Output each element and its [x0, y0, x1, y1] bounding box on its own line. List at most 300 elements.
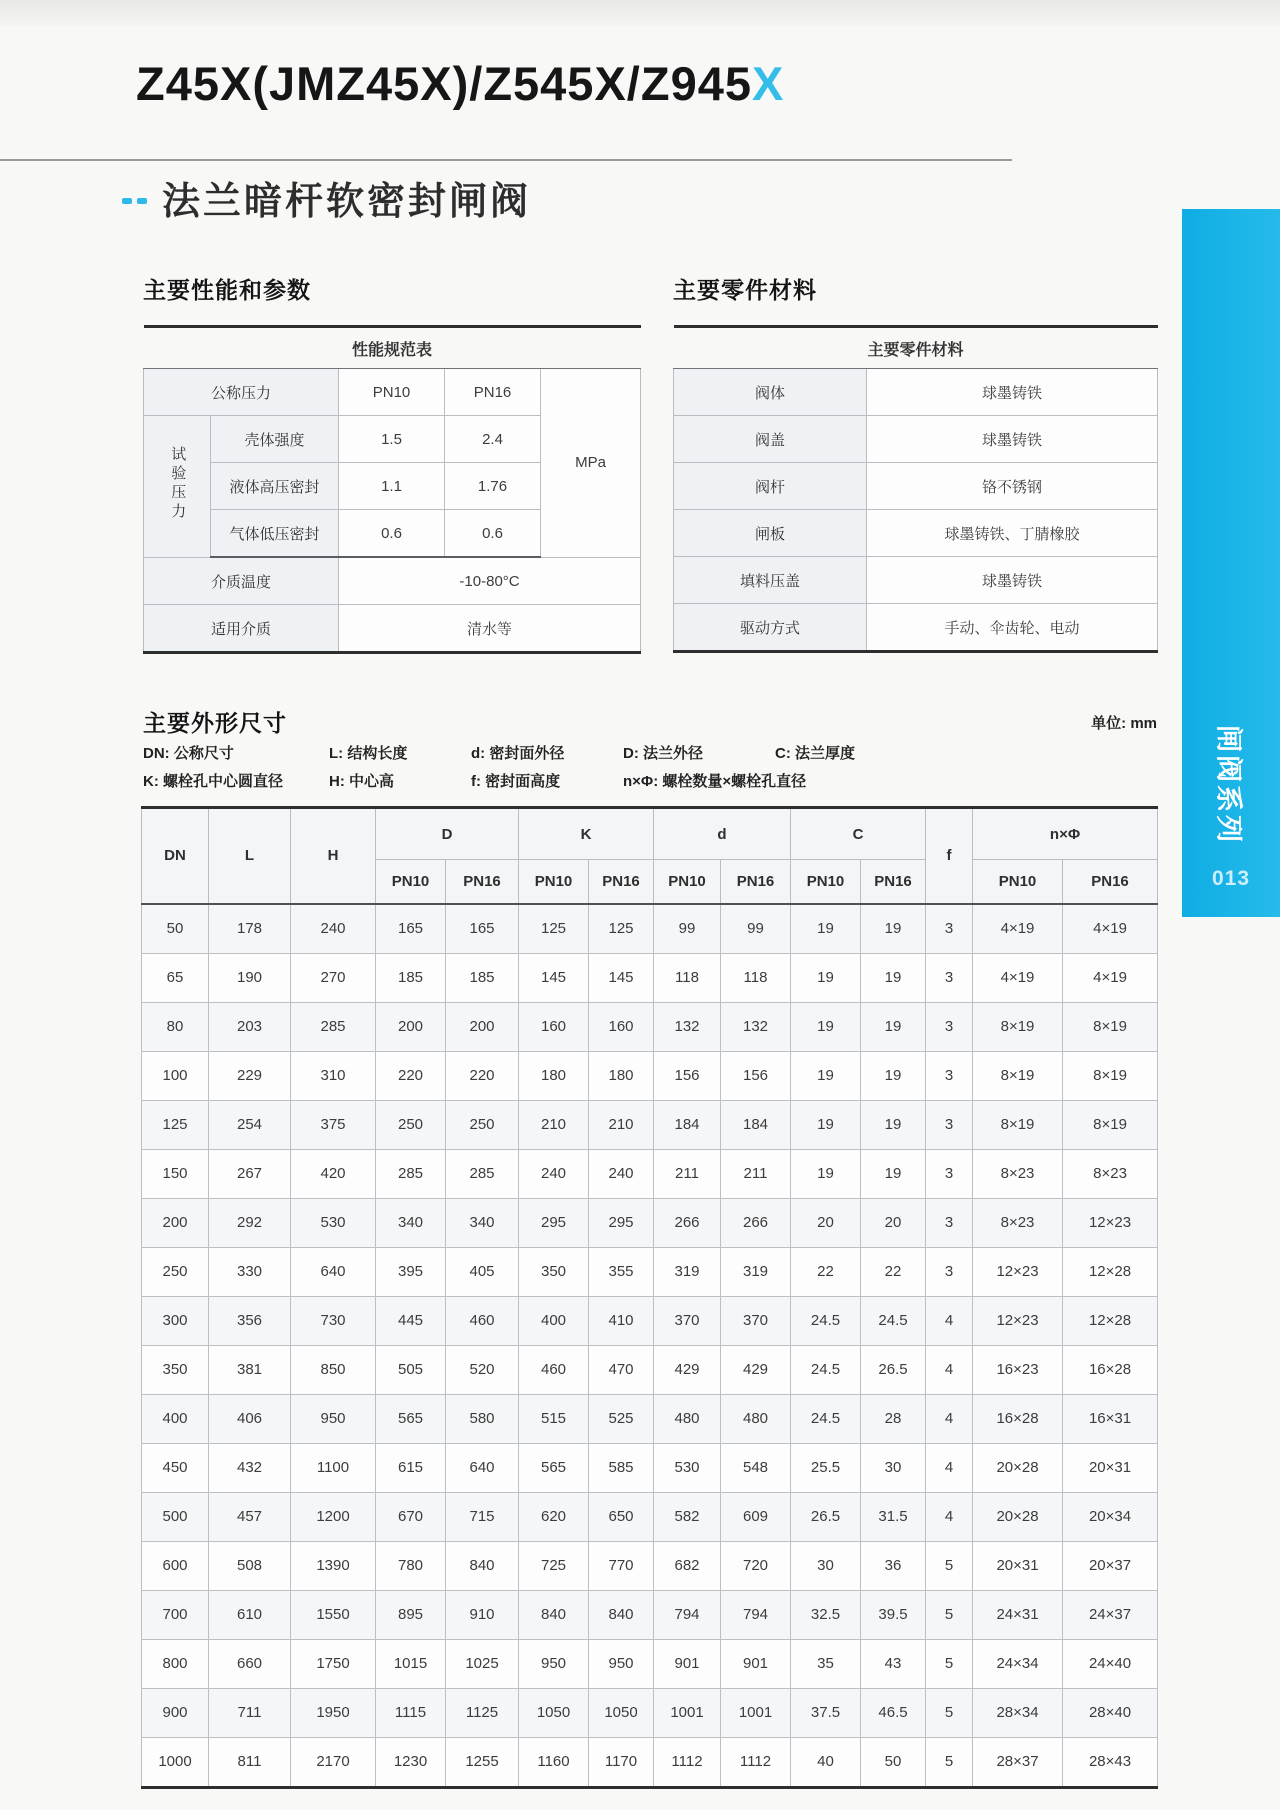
dim-cell: 19	[791, 1051, 861, 1100]
dim-cell: 8×19	[973, 1051, 1063, 1100]
dim-cell: 240	[519, 1149, 589, 1198]
dim-cell: 580	[446, 1394, 519, 1443]
dim-cell: 1255	[446, 1737, 519, 1787]
dim-cell: 730	[291, 1296, 376, 1345]
dim-cell: 400	[142, 1394, 209, 1443]
dim-cell: 31.5	[861, 1492, 926, 1541]
dim-cell: 12×23	[973, 1247, 1063, 1296]
dim-row	[142, 1688, 1158, 1737]
table-row	[144, 605, 641, 653]
dim-cell: 180	[519, 1051, 589, 1100]
dim-cell: 40	[791, 1737, 861, 1787]
dim-cell: 1125	[446, 1688, 519, 1737]
page-number: 013	[1211, 867, 1251, 890]
dim-cell: 5	[926, 1688, 973, 1737]
dim-cell: 800	[142, 1639, 209, 1688]
dim-cell: 811	[209, 1737, 291, 1787]
col-header-f: f	[926, 808, 973, 904]
dim-cell: 450	[142, 1443, 209, 1492]
row-label: 液体高压密封	[211, 463, 339, 510]
dim-cell: 4	[926, 1296, 973, 1345]
dim-cell: 8×19	[1063, 1002, 1158, 1051]
dim-cell: 46.5	[861, 1688, 926, 1737]
series-side-tab	[1182, 209, 1280, 917]
dim-cell: 850	[291, 1345, 376, 1394]
dim-cell: 12×23	[1063, 1198, 1158, 1247]
dim-cell: 250	[446, 1100, 519, 1149]
dim-cell: 350	[519, 1247, 589, 1296]
dim-cell: 19	[861, 1100, 926, 1149]
dim-cell: 610	[209, 1590, 291, 1639]
dim-cell: 3	[926, 1100, 973, 1149]
legend-item: C: 法兰厚度	[775, 745, 855, 762]
dim-cell: 600	[142, 1541, 209, 1590]
dim-cell: 525	[589, 1394, 654, 1443]
dim-cell: 840	[589, 1590, 654, 1639]
dim-cell: 330	[209, 1247, 291, 1296]
part-material: 球墨铸铁	[867, 557, 1158, 604]
pn16-subheader: PN16	[861, 860, 926, 904]
dim-cell: 1390	[291, 1541, 376, 1590]
pn16-subheader: PN16	[589, 860, 654, 904]
dim-cell: 300	[142, 1296, 209, 1345]
dim-cell: 16×31	[1063, 1394, 1158, 1443]
dim-cell: 37.5	[791, 1688, 861, 1737]
dim-cell: 405	[446, 1247, 519, 1296]
dim-cell: 660	[209, 1639, 291, 1688]
dim-cell: 505	[376, 1345, 446, 1394]
dim-cell: 22	[861, 1247, 926, 1296]
dim-row	[142, 1100, 1158, 1149]
dim-cell: 500	[142, 1492, 209, 1541]
dim-cell: 32.5	[791, 1590, 861, 1639]
dim-cell: 410	[589, 1296, 654, 1345]
dim-cell: 295	[589, 1198, 654, 1247]
dim-cell: 470	[589, 1345, 654, 1394]
row-label: 壳体强度	[211, 416, 339, 463]
dim-cell: 780	[376, 1541, 446, 1590]
dim-cell: 12×23	[973, 1296, 1063, 1345]
dim-cell: 39.5	[861, 1590, 926, 1639]
dim-cell: 1170	[589, 1737, 654, 1787]
col-header-nphi: n×Φ	[973, 808, 1158, 860]
suitable-medium-label: 适用介质	[144, 605, 339, 653]
dim-cell: 4×19	[973, 904, 1063, 954]
dim-cell: 24×40	[1063, 1639, 1158, 1688]
dim-cell: 160	[589, 1002, 654, 1051]
dim-cell: 20×31	[1063, 1443, 1158, 1492]
pn16-header: PN16	[445, 369, 541, 416]
part-material: 铬不锈钢	[867, 463, 1158, 510]
dim-cell: 445	[376, 1296, 446, 1345]
dim-cell: 19	[791, 1100, 861, 1149]
dim-row	[142, 1247, 1158, 1296]
dim-cell: 432	[209, 1443, 291, 1492]
table-row	[144, 369, 641, 416]
pn10-subheader: PN10	[791, 860, 861, 904]
dim-cell: 2170	[291, 1737, 376, 1787]
dim-cell: 3	[926, 904, 973, 954]
dim-cell: 28×43	[1063, 1737, 1158, 1787]
dim-cell: 4	[926, 1492, 973, 1541]
col-header-h: H	[291, 808, 376, 904]
dim-cell: 794	[721, 1590, 791, 1639]
col-header-bolt-circle: K	[519, 808, 654, 860]
dim-cell: 520	[446, 1345, 519, 1394]
dim-cell: 340	[376, 1198, 446, 1247]
dim-cell: 19	[791, 953, 861, 1002]
dim-cell: 950	[291, 1394, 376, 1443]
value-cell: 1.1	[339, 463, 445, 510]
pn16-subheader: PN16	[1063, 860, 1158, 904]
dim-cell: 20×34	[1063, 1492, 1158, 1541]
dim-cell: 1200	[291, 1492, 376, 1541]
title-divider	[0, 159, 1012, 161]
dim-cell: 375	[291, 1100, 376, 1149]
dim-cell: 165	[446, 904, 519, 954]
legend-item: f: 密封面高度	[471, 773, 561, 790]
table-row	[674, 604, 1158, 652]
dim-cell: 25.5	[791, 1443, 861, 1492]
dim-cell: 200	[376, 1002, 446, 1051]
dim-cell: 240	[291, 904, 376, 954]
dim-cell: 548	[721, 1443, 791, 1492]
dim-cell: 480	[721, 1394, 791, 1443]
dim-cell: 28	[861, 1394, 926, 1443]
legend-item: d: 密封面外径	[471, 745, 565, 762]
dim-cell: 145	[589, 953, 654, 1002]
part-name: 驱动方式	[674, 604, 867, 652]
dim-cell: 28×40	[1063, 1688, 1158, 1737]
dim-cell: 267	[209, 1149, 291, 1198]
dim-cell: 250	[142, 1247, 209, 1296]
dim-row	[142, 1541, 1158, 1590]
dim-cell: 132	[721, 1002, 791, 1051]
pn10-subheader: PN10	[654, 860, 721, 904]
dim-cell: 715	[446, 1492, 519, 1541]
dim-cell: 22	[791, 1247, 861, 1296]
dim-cell: 381	[209, 1345, 291, 1394]
dim-cell: 295	[519, 1198, 589, 1247]
dimension-legend	[143, 742, 1157, 791]
dim-cell: 211	[721, 1149, 791, 1198]
pn10-subheader: PN10	[973, 860, 1063, 904]
dim-cell: 480	[654, 1394, 721, 1443]
dim-cell: 200	[142, 1198, 209, 1247]
part-material: 球墨铸铁、丁腈橡胶	[867, 510, 1158, 557]
dim-cell: 16×23	[973, 1345, 1063, 1394]
dim-cell: 840	[446, 1541, 519, 1590]
series-tab-label: 闸阀系列	[1213, 725, 1244, 845]
medium-temp-label: 介质温度	[144, 557, 339, 605]
dim-cell: 1050	[589, 1688, 654, 1737]
dim-cell: 118	[721, 953, 791, 1002]
dim-cell: 30	[861, 1443, 926, 1492]
dim-cell: 266	[654, 1198, 721, 1247]
dim-cell: 5	[926, 1590, 973, 1639]
value-cell: 1.5	[339, 416, 445, 463]
test-pressure-vertical-text: 试验压力	[169, 446, 187, 523]
dim-row	[142, 1394, 1158, 1443]
dim-cell: 43	[861, 1639, 926, 1688]
dim-cell: 582	[654, 1492, 721, 1541]
dim-cell: 285	[446, 1149, 519, 1198]
dim-cell: 26.5	[791, 1492, 861, 1541]
dim-cell: 12×28	[1063, 1247, 1158, 1296]
legend-item: n×Φ: 螺栓数量×螺栓孔直径	[623, 773, 807, 790]
part-name: 填料压盖	[674, 557, 867, 604]
dim-row	[142, 1345, 1158, 1394]
dim-cell: 24×37	[1063, 1590, 1158, 1639]
dim-cell: 132	[654, 1002, 721, 1051]
dim-cell: 184	[721, 1100, 791, 1149]
dim-cell: 80	[142, 1002, 209, 1051]
dim-cell: 185	[446, 953, 519, 1002]
dim-cell: 240	[589, 1149, 654, 1198]
col-header-l: L	[209, 808, 291, 904]
dim-row	[142, 1443, 1158, 1492]
dim-cell: 615	[376, 1443, 446, 1492]
dim-cell: 19	[861, 1002, 926, 1051]
dim-cell: 3	[926, 1247, 973, 1296]
dim-cell: 8×19	[1063, 1051, 1158, 1100]
dim-cell: 950	[589, 1639, 654, 1688]
dim-cell: 125	[519, 904, 589, 954]
dim-cell: 28×37	[973, 1737, 1063, 1787]
dim-cell: 725	[519, 1541, 589, 1590]
dim-cell: 1950	[291, 1688, 376, 1737]
value-cell: 0.6	[445, 510, 541, 558]
dim-row	[142, 1492, 1158, 1541]
dim-cell: 270	[291, 953, 376, 1002]
dim-cell: 1025	[446, 1639, 519, 1688]
legend-item: L: 结构长度	[329, 745, 408, 762]
dim-cell: 429	[654, 1345, 721, 1394]
dim-cell: 20×28	[973, 1492, 1063, 1541]
dim-row	[142, 904, 1158, 954]
nominal-pressure-label: 公称压力	[144, 369, 339, 416]
dim-cell: 16×28	[973, 1394, 1063, 1443]
part-material: 手动、伞齿轮、电动	[867, 604, 1158, 652]
materials-table-title: 主要零件材料	[674, 327, 1158, 369]
dim-cell: 457	[209, 1492, 291, 1541]
dim-row	[142, 953, 1158, 1002]
dim-cell: 900	[142, 1688, 209, 1737]
dim-cell: 1100	[291, 1443, 376, 1492]
dim-cell: 266	[721, 1198, 791, 1247]
dim-cell: 950	[519, 1639, 589, 1688]
col-header-flange-od: D	[376, 808, 519, 860]
dim-cell: 250	[376, 1100, 446, 1149]
dim-cell: 420	[291, 1149, 376, 1198]
pressure-unit: MPa	[541, 369, 641, 558]
dim-cell: 185	[376, 953, 446, 1002]
dim-cell: 285	[376, 1149, 446, 1198]
dim-cell: 650	[589, 1492, 654, 1541]
dim-cell: 24.5	[791, 1296, 861, 1345]
dim-cell: 395	[376, 1247, 446, 1296]
dim-cell: 165	[376, 904, 446, 954]
dim-cell: 1112	[721, 1737, 791, 1787]
dim-cell: 8×23	[973, 1198, 1063, 1247]
dim-cell: 640	[446, 1443, 519, 1492]
dim-cell: 400	[519, 1296, 589, 1345]
table-row	[674, 369, 1158, 416]
table-row	[144, 327, 641, 369]
dim-cell: 150	[142, 1149, 209, 1198]
dim-cell: 3	[926, 1051, 973, 1100]
dim-row	[142, 1639, 1158, 1688]
test-pressure-label	[144, 416, 211, 558]
subtitle-text: 法兰暗杆软密封闸阀	[162, 181, 532, 223]
dim-cell: 895	[376, 1590, 446, 1639]
dim-cell: 19	[861, 1051, 926, 1100]
dim-cell: 1160	[519, 1737, 589, 1787]
row-label: 气体低压密封	[211, 510, 339, 558]
dim-cell: 670	[376, 1492, 446, 1541]
col-header-seal-od: d	[654, 808, 791, 860]
dim-row	[142, 1590, 1158, 1639]
dim-cell: 8×19	[973, 1100, 1063, 1149]
dim-cell: 145	[519, 953, 589, 1002]
part-name: 阀盖	[674, 416, 867, 463]
dim-cell: 19	[791, 904, 861, 954]
dim-cell: 19	[861, 1149, 926, 1198]
col-header-dn: DN	[142, 808, 209, 904]
dim-cell: 565	[376, 1394, 446, 1443]
part-material: 球墨铸铁	[867, 369, 1158, 416]
dim-cell: 4×19	[1063, 953, 1158, 1002]
part-name: 阀杆	[674, 463, 867, 510]
dim-cell: 24.5	[791, 1345, 861, 1394]
dim-cell: 184	[654, 1100, 721, 1149]
dim-row	[142, 1737, 1158, 1787]
performance-heading: 主要性能和参数	[143, 277, 311, 303]
legend-item: D: 法兰外径	[623, 745, 703, 762]
value-cell: 2.4	[445, 416, 541, 463]
dim-cell: 254	[209, 1100, 291, 1149]
dim-cell: 160	[519, 1002, 589, 1051]
dim-cell: 406	[209, 1394, 291, 1443]
subtitle-marker-icon	[122, 198, 152, 204]
dim-cell: 4	[926, 1345, 973, 1394]
dim-cell: 1230	[376, 1737, 446, 1787]
dim-cell: 460	[519, 1345, 589, 1394]
dim-cell: 20×28	[973, 1443, 1063, 1492]
dim-cell: 285	[291, 1002, 376, 1051]
dim-cell: 24×34	[973, 1639, 1063, 1688]
dim-cell: 682	[654, 1541, 721, 1590]
dim-cell: 180	[589, 1051, 654, 1100]
dim-cell: 711	[209, 1688, 291, 1737]
dim-cell: 12×28	[1063, 1296, 1158, 1345]
dim-cell: 901	[654, 1639, 721, 1688]
dim-cell: 20	[861, 1198, 926, 1247]
dim-cell: 1001	[721, 1688, 791, 1737]
dim-cell: 3	[926, 1198, 973, 1247]
dim-cell: 125	[142, 1100, 209, 1149]
suitable-medium-value: 清水等	[339, 605, 641, 653]
dim-cell: 229	[209, 1051, 291, 1100]
dim-cell: 16×28	[1063, 1345, 1158, 1394]
dim-cell: 220	[446, 1051, 519, 1100]
dim-row	[142, 1051, 1158, 1100]
dim-cell: 8×19	[1063, 1100, 1158, 1149]
dim-cell: 5	[926, 1541, 973, 1590]
dim-cell: 20×37	[1063, 1541, 1158, 1590]
dim-cell: 30	[791, 1541, 861, 1590]
col-header-flange-thk: C	[791, 808, 926, 860]
dim-cell: 36	[861, 1541, 926, 1590]
dim-cell: 35	[791, 1639, 861, 1688]
part-name: 阀体	[674, 369, 867, 416]
dim-cell: 178	[209, 904, 291, 954]
dim-cell: 370	[721, 1296, 791, 1345]
header-row	[142, 808, 1158, 860]
dim-cell: 460	[446, 1296, 519, 1345]
dim-cell: 19	[791, 1149, 861, 1198]
dim-cell: 840	[519, 1590, 589, 1639]
dim-cell: 585	[589, 1443, 654, 1492]
dim-row	[142, 1149, 1158, 1198]
dim-cell: 1001	[654, 1688, 721, 1737]
legend-item: K: 螺栓孔中心圆直径	[143, 773, 283, 790]
dim-cell: 429	[721, 1345, 791, 1394]
dim-cell: 620	[519, 1492, 589, 1541]
dim-cell: 24.5	[791, 1394, 861, 1443]
dim-cell: 1115	[376, 1688, 446, 1737]
dim-cell: 100	[142, 1051, 209, 1100]
dim-cell: 319	[721, 1247, 791, 1296]
dim-cell: 65	[142, 953, 209, 1002]
dimensions-table	[141, 806, 1158, 1789]
table-row	[144, 557, 641, 605]
dim-cell: 319	[654, 1247, 721, 1296]
dim-cell: 190	[209, 953, 291, 1002]
table-row	[674, 327, 1158, 369]
pn10-subheader: PN10	[519, 860, 589, 904]
dim-cell: 156	[654, 1051, 721, 1100]
table-row	[674, 416, 1158, 463]
dim-cell: 370	[654, 1296, 721, 1345]
pn16-subheader: PN16	[446, 860, 519, 904]
dim-cell: 292	[209, 1198, 291, 1247]
dim-cell: 1750	[291, 1639, 376, 1688]
dim-table-body	[142, 904, 1158, 1788]
dim-cell: 220	[376, 1051, 446, 1100]
dim-cell: 50	[142, 904, 209, 954]
dim-row	[142, 1296, 1158, 1345]
dim-cell: 50	[861, 1737, 926, 1787]
legend-item: H: 中心高	[329, 773, 394, 790]
materials-heading: 主要零件材料	[673, 277, 817, 303]
dim-cell: 356	[209, 1296, 291, 1345]
pn10-subheader: PN10	[376, 860, 446, 904]
dim-cell: 19	[861, 953, 926, 1002]
dim-cell: 19	[861, 904, 926, 954]
unit-note: 单位: mm	[1091, 715, 1157, 732]
dim-cell: 910	[446, 1590, 519, 1639]
table-row	[674, 510, 1158, 557]
dim-cell: 340	[446, 1198, 519, 1247]
table-row	[674, 463, 1158, 510]
dim-cell: 4×19	[1063, 904, 1158, 954]
dim-cell: 211	[654, 1149, 721, 1198]
dim-cell: 350	[142, 1345, 209, 1394]
legend-item: DN: 公称尺寸	[143, 745, 234, 762]
dim-cell: 770	[589, 1541, 654, 1590]
dim-cell: 3	[926, 1002, 973, 1051]
